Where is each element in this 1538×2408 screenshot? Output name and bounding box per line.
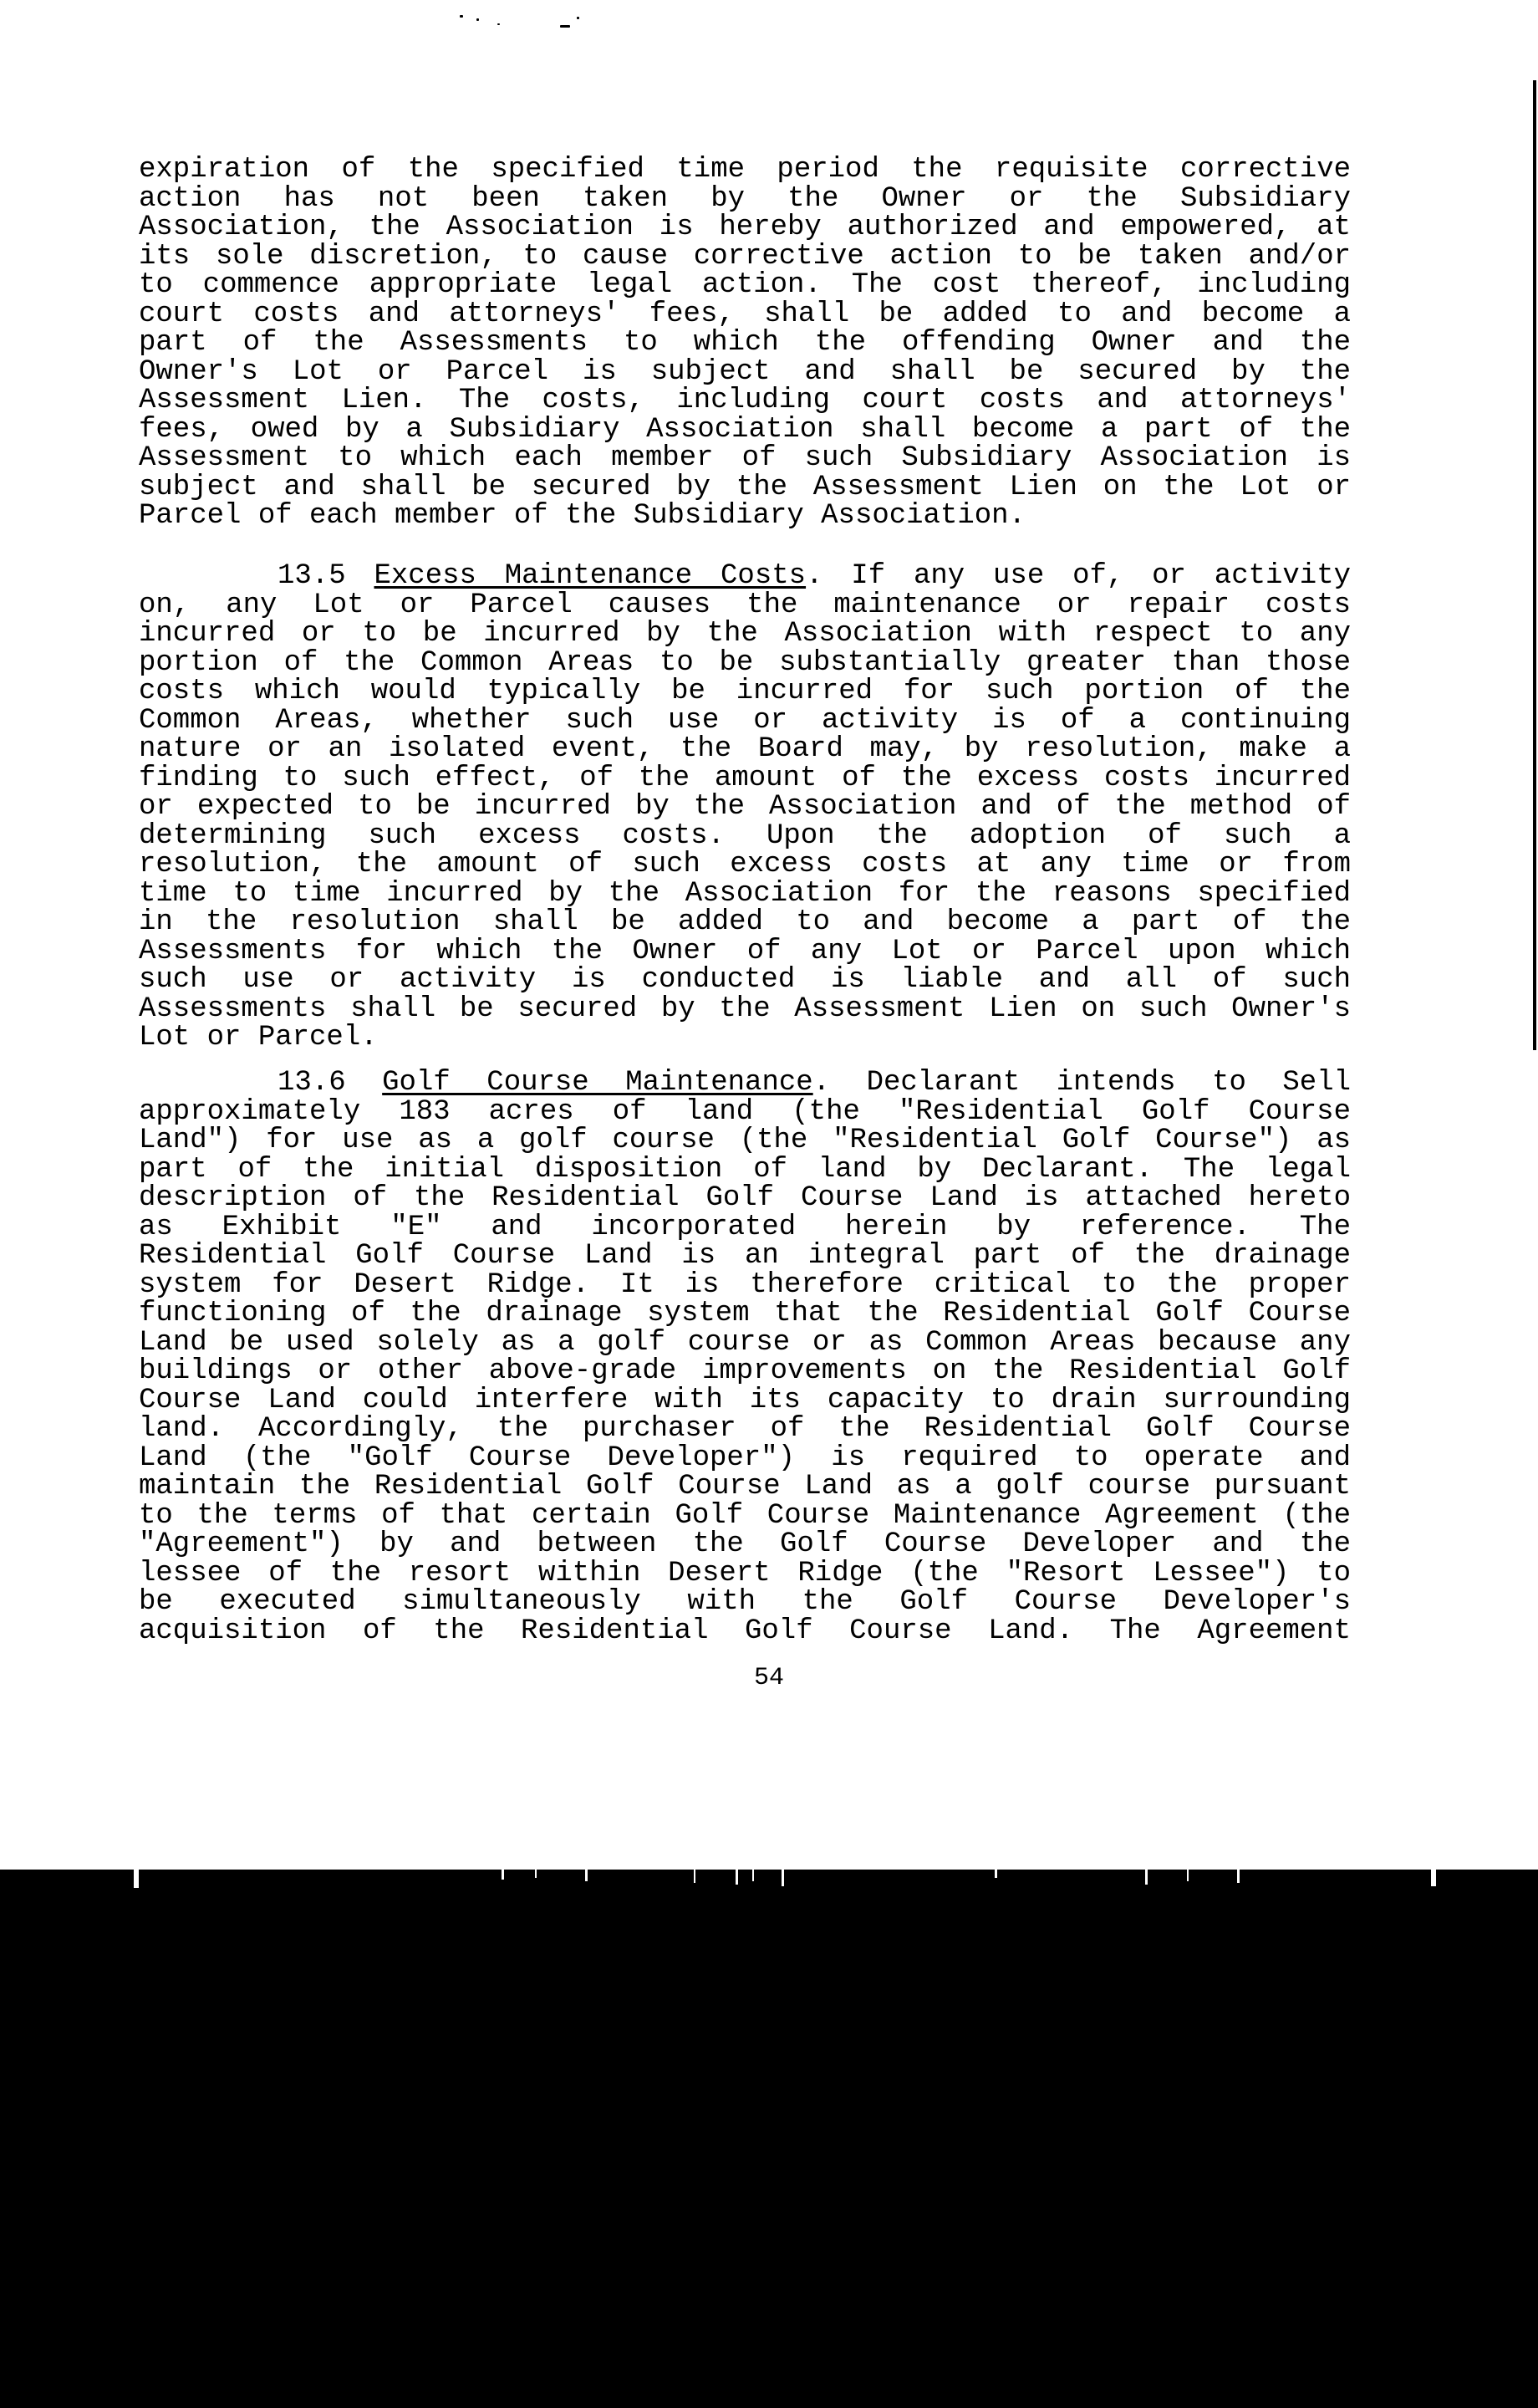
section-number: 13.6 [278, 1069, 346, 1098]
scan-specks [451, 7, 602, 40]
text-line: subject and shall be secured by the Assessment Lien on the Lot or [139, 472, 1351, 502]
text-line: acquisition of the Residential Golf Course Land. The Agreement [139, 1616, 1351, 1645]
text-line: Land") for use as a golf course (the "Residential Golf Course") as [139, 1126, 1351, 1156]
text-line: Assessment Lien. The costs, including court costs and attorneys' [139, 386, 1351, 416]
text-line: resolution, the amount of such excess costs at any time or from [139, 850, 1351, 880]
text-line: Lot or Parcel. [139, 1023, 378, 1053]
section-13-6 [139, 1069, 1351, 1645]
text-line: Assessments shall be secured by the Assessment Lien on such Owner's [139, 994, 1351, 1023]
scan-right-edge [1533, 80, 1536, 1050]
text-line: part of the Assessments to which the offending Owner and the [139, 329, 1351, 358]
text-line: or expected to be incurred by the Association and of the method of [139, 793, 1351, 822]
text-line: Owner's Lot or Parcel is subject and shall be secured by the [139, 357, 1351, 386]
section-title: Golf Course Maintenance [382, 1069, 813, 1098]
text-line: on, any Lot or Parcel causes the maintenance or repair costs [139, 590, 1351, 620]
text-line: portion of the Common Areas to be substantially greater than those [139, 648, 1351, 677]
text-line: lessee of the resort within Desert Ridge (the "Resort Lessee") to [139, 1559, 1351, 1588]
heading-line-rest: . Declarant intends to Sell [812, 1069, 1351, 1098]
paragraph-continuation [139, 156, 1351, 531]
text-line: Course Land could interfere with its capacity to drain surrounding [139, 1385, 1351, 1415]
text-line: system for Desert Ridge. It is therefore critical to the proper [139, 1270, 1351, 1299]
text-line: expiration of the specified time period the requisite corrective [139, 156, 1351, 185]
scan-bottom-marks [0, 1870, 1538, 1895]
text-line: determining such excess costs. Upon the adoption of such a [139, 821, 1351, 850]
text-line: description of the Residential Golf Course Land is attached hereto [139, 1184, 1351, 1213]
text-line: to commence appropriate legal action. The cost thereof, including [139, 271, 1351, 300]
text-line: functioning of the drainage system that the Residential Golf Course [139, 1299, 1351, 1329]
text-line: Parcel of each member of the Subsidiary Association. [139, 502, 1026, 531]
text-line: Association, the Association is hereby authorized and empowered, at [139, 213, 1351, 242]
section-heading-line [139, 562, 1351, 591]
section-heading-line [139, 1069, 1351, 1098]
text-line: Assessments for which the Owner of any Lot or Parcel upon which [139, 936, 1351, 966]
text-line: be executed simultaneously with the Golf Course Developer's [139, 1588, 1351, 1617]
text-line: to the terms of that certain Golf Course Maintenance Agreement (the [139, 1501, 1351, 1530]
text-line: maintain the Residential Golf Course Land as a golf course pursuant [139, 1472, 1351, 1502]
text-line: its sole discretion, to cause corrective action to be taken and/or [139, 242, 1351, 271]
text-line: incurred or to be incurred by the Association with respect to any [139, 620, 1351, 649]
page-number: 54 [753, 1664, 784, 1692]
text-line: as Exhibit "E" and incorporated herein by reference. The [139, 1212, 1351, 1242]
text-line: Land (the "Golf Course Developer") is required to operate and [139, 1443, 1351, 1472]
heading-line-rest: . If any use of, or activity [806, 562, 1351, 591]
section-title: Excess Maintenance Costs [374, 562, 807, 591]
text-line: Land be used solely as a golf course or as Common Areas because any [139, 1328, 1351, 1357]
text-line: Assessment to which each member of such Subsidiary Association is [139, 444, 1351, 473]
text-line: buildings or other above-grade improvements on the Residential Golf [139, 1357, 1351, 1386]
text-line: approximately 183 acres of land (the "Residential Golf Course [139, 1097, 1351, 1126]
text-line: Common Areas, whether such use or activity is of a continuing [139, 706, 1351, 735]
text-line: "Agreement") by and between the Golf Course Developer and the [139, 1530, 1351, 1559]
section-13-5 [139, 562, 1351, 1053]
text-line: in the resolution shall be added to and become a part of the [139, 908, 1351, 937]
section-number: 13.5 [278, 562, 346, 591]
text-line: nature or an isolated event, the Board may, by resolution, make a [139, 735, 1351, 764]
text-line: part of the initial disposition of land by Declarant. The legal [139, 1155, 1351, 1184]
scan-bottom-black-area [0, 1870, 1538, 2408]
text-line: Residential Golf Course Land is an integral part of the drainage [139, 1242, 1351, 1271]
text-line: time to time incurred by the Association for the reasons specified [139, 879, 1351, 908]
text-line: land. Accordingly, the purchaser of the Residential Golf Course [139, 1415, 1351, 1444]
text-line: finding to such effect, of the amount of the excess costs incurred [139, 763, 1351, 793]
text-line: fees, owed by a Subsidiary Association shall become a part of the [139, 415, 1351, 444]
text-line: costs which would typically be incurred for such portion of the [139, 677, 1351, 707]
text-line: court costs and attorneys' fees, shall be added to and become a [139, 299, 1351, 329]
text-line: such use or activity is conducted is liable and all of such [139, 966, 1351, 995]
text-line: action has not been taken by the Owner or the Subsidiary [139, 184, 1351, 213]
